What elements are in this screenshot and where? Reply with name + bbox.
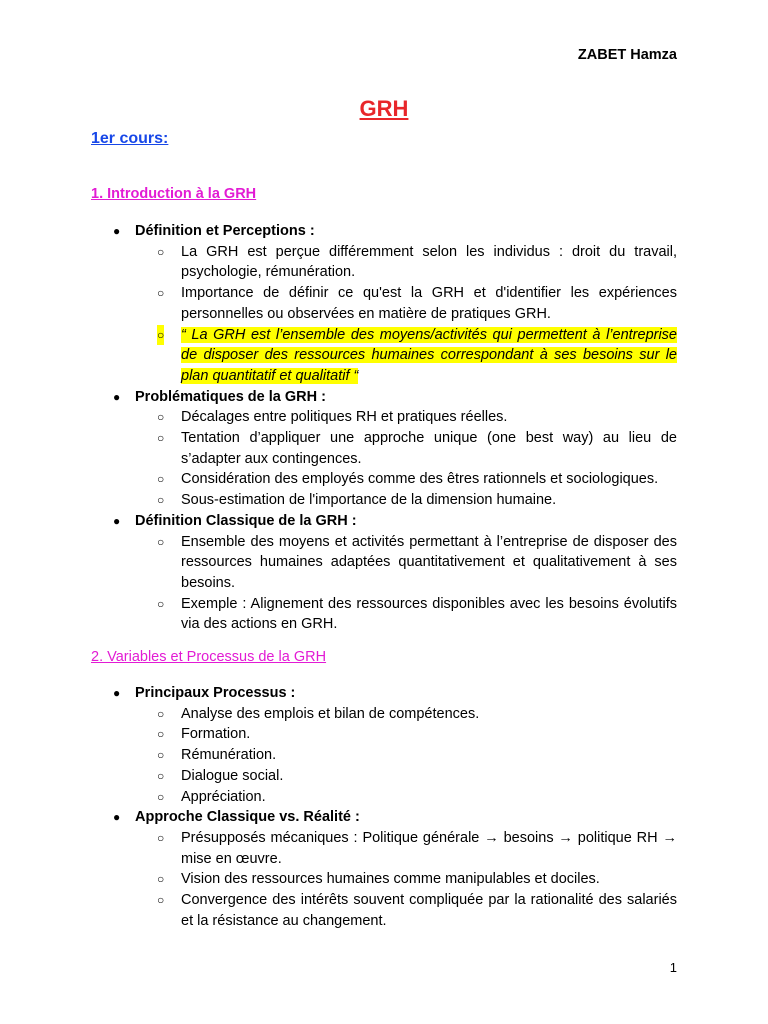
bullet-dot-icon: ● bbox=[113, 224, 121, 238]
list-item: ○ Vision des ressources humaines comme manipulables et dociles. bbox=[135, 869, 677, 890]
list-item: ○ Décalages entre politiques RH et pratiques réelles. bbox=[135, 407, 677, 428]
circle-bullet-icon: ○ bbox=[157, 534, 165, 549]
bullet-label: Problématiques de la GRH : bbox=[135, 388, 326, 405]
bullet-definition-classique bbox=[113, 511, 677, 635]
bullet-dot-icon: ● bbox=[113, 810, 121, 825]
circle-bullet-icon: ○ bbox=[157, 727, 165, 742]
bullet-dot-icon: ● bbox=[113, 686, 121, 700]
circle-bullet-icon: ○ bbox=[157, 893, 165, 908]
list-item: ○ Ensemble des moyens et activités permettant à l’entreprise de disposer des ressources humaines adaptées quantitativement et qualitativement à ses besoins. bbox=[157, 533, 677, 591]
circle-bullet-icon: ○ bbox=[157, 431, 165, 446]
list-item: ○ Appréciation. bbox=[135, 787, 677, 808]
bullet-approche-classique bbox=[113, 807, 677, 931]
list-item: ○ Sous-estimation de l'importance de la dimension humaine. bbox=[135, 490, 677, 511]
course-subtitle: 1er cours: bbox=[91, 130, 169, 147]
circle-bullet-icon: ○ bbox=[157, 596, 165, 611]
bullet-principaux-processus bbox=[113, 683, 677, 807]
list-item: ○ La GRH est perçue différemment selon les individus : droit du travail, psychologie, rémunération. bbox=[157, 243, 677, 281]
bullet-label: Approche Classique vs. Réalité : bbox=[135, 809, 360, 826]
list-item-highlighted-quote bbox=[135, 325, 677, 387]
section-1-list bbox=[113, 221, 677, 635]
circle-bullet-icon: ○ bbox=[157, 244, 165, 259]
document-title: GRH bbox=[359, 96, 409, 121]
section-heading-variables: 2. Variables et Processus de la GRH bbox=[91, 649, 327, 665]
list-item: ○ Rémunération. bbox=[135, 745, 677, 766]
section-2-list bbox=[113, 683, 677, 931]
bullet-label: Principaux Processus : bbox=[135, 685, 296, 701]
list-item: ○ Formation. bbox=[135, 724, 677, 745]
bullet-label: Définition et Perceptions : bbox=[135, 223, 315, 239]
list-item: ○ Analyse des emplois et bilan de compétences. bbox=[135, 704, 677, 725]
list-item: ○ Convergence des intérêts souvent compliquée par la rationalité des salariés et la résistance au changement. bbox=[157, 892, 677, 929]
bullet-definition-perceptions bbox=[113, 221, 677, 387]
bullet-dot-icon: ● bbox=[113, 513, 121, 528]
bullet-dot-icon: ● bbox=[113, 389, 121, 404]
circle-bullet-icon: ○ bbox=[157, 706, 165, 721]
bullet-problematiques bbox=[113, 387, 677, 511]
list-item: ○ Considération des employés comme des êtres rationnels et sociologiques. bbox=[135, 469, 677, 490]
list-item: ○ Tentation d’appliquer une approche unique (one best way) au lieu de s’adapter aux contingences. bbox=[157, 430, 677, 467]
circle-bullet-icon: ○ bbox=[157, 789, 165, 804]
bullet-label: Définition Classique de la GRH : bbox=[135, 512, 357, 529]
highlighted-definition: “ La GRH est l’ensemble des moyens/activités qui permettent à l’entreprise de disposer des ressources humaines correspondant à ses besoins sur le plan quantitatif et qualitatif “ bbox=[181, 326, 677, 384]
page-number: 1 bbox=[669, 960, 677, 975]
section-heading-introduction: 1. Introduction à la GRH bbox=[91, 186, 257, 202]
circle-bullet-icon: ○ bbox=[157, 472, 165, 487]
circle-bullet-icon: ○ bbox=[157, 493, 165, 508]
circle-bullet-icon: ○ bbox=[157, 286, 165, 301]
circle-bullet-icon: ○ bbox=[157, 410, 165, 425]
list-item: ○ Présupposés mécaniques : Politique générale → besoins → politique RH → mise en œuvre. bbox=[157, 829, 677, 867]
circle-bullet-icon: ○ bbox=[157, 325, 164, 346]
list-item: ○ Exemple : Alignement des ressources disponibles avec les besoins évolutifs via des actions en GRH. bbox=[157, 595, 677, 633]
circle-bullet-icon: ○ bbox=[157, 830, 165, 845]
author-name: ZABET Hamza bbox=[577, 47, 677, 63]
circle-bullet-icon: ○ bbox=[157, 872, 165, 887]
list-item: ○ Dialogue social. bbox=[135, 766, 677, 787]
list-item: ○ Importance de définir ce qu'est la GRH et d'identifier les expériences personnelles ou observées en matière de pratiques GRH. bbox=[157, 285, 677, 322]
circle-bullet-icon: ○ bbox=[157, 748, 165, 763]
circle-bullet-icon: ○ bbox=[157, 768, 165, 783]
